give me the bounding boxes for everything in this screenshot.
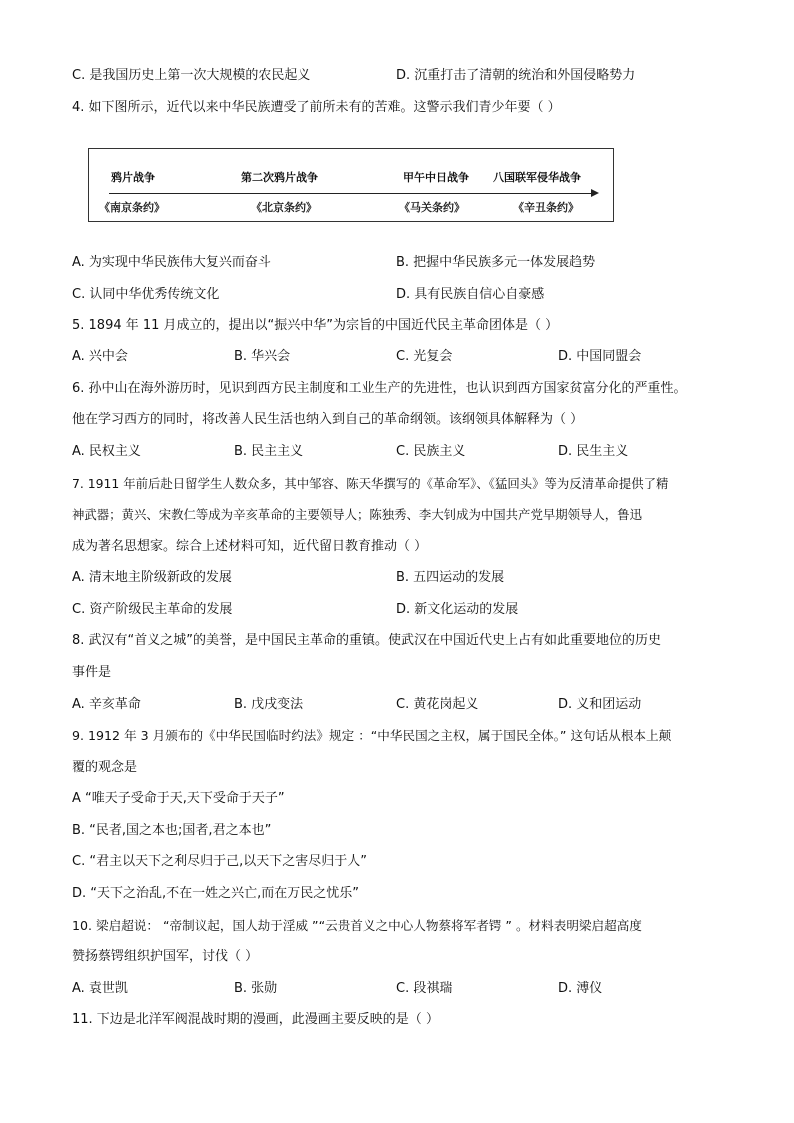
timeline-event: 甲午中日战争	[403, 171, 469, 184]
q7-option-c: C. 资产阶级民主革命的发展	[72, 602, 233, 617]
q8-stem-line-1: 8. 武汉有“首义之城”的美誉，是中国民主革命的重镇。使武汉在中国近代史上占有如此重要地位的历史	[72, 633, 662, 648]
timeline-treaty: 《北京条约》	[251, 201, 317, 214]
q6-stem-line-2: 他在学习西方的同时，将改善人民生活也纳入到自己的革命纲领。该纲领具体解释为（ ）	[72, 412, 584, 427]
q9-stem-line-2: 覆的观念是	[72, 760, 138, 775]
timeline-treaty: 《马关条约》	[399, 201, 465, 214]
q8-option-c: C. 黄花岗起义	[396, 697, 479, 712]
timeline-event: 第二次鸦片战争	[241, 171, 318, 184]
q7-stem-line-1: 7. 1911 年前后赴日留学生人数众多，其中邹容、陈天华撰写的《革命军》、《猛回头》等为反清革命提供了精	[72, 476, 669, 491]
q8-option-a: A. 辛亥革命	[72, 697, 141, 712]
q8-stem-line-2: 事件是	[72, 665, 112, 680]
q4-timeline	[88, 148, 614, 222]
q11-stem: 11. 下边是北洋军阀混战时期的漫画，此漫画主要反映的是（ ）	[72, 1012, 439, 1027]
q10-stem-line-1: 10. 梁启超说： “帝制议起，国人劫于淫威 ”“云贵首义之中心人物蔡将军者锷 ” 。材料表明梁启超高度	[72, 918, 642, 933]
q7-option-d: D. 新文化运动的发展	[396, 602, 519, 617]
timeline-treaty: 《南京条约》	[99, 201, 165, 214]
q4-option-c: C. 认同中华优秀传统文化	[72, 287, 220, 302]
q6-option-d: D. 民生主义	[558, 444, 629, 459]
q4-option-a: A. 为实现中华民族伟大复兴而奋斗	[72, 255, 271, 270]
q5-option-a: A. 兴中会	[72, 349, 128, 364]
q5-option-d: D. 中国同盟会	[558, 349, 642, 364]
q4-stem: 4. 如下图所示，近代以来中华民族遭受了前所未有的苦难。这警示我们青少年要（ ）	[72, 100, 561, 115]
q9-option-c: C. “君主以天下之利尽归于己,以天下之害尽归于人”	[72, 854, 367, 869]
q10-option-b: B. 张勋	[234, 981, 278, 996]
q7-stem-line-3: 成为著名思想家。综合上述材料可知，近代留日教育推动（ ）	[72, 539, 428, 554]
q8-option-d: D. 义和团运动	[558, 697, 642, 712]
q9-option-a: A “唯天子受命于天,天下受命于天子”	[72, 791, 285, 806]
timeline-event: 八国联军侵华战争	[493, 171, 581, 184]
q7-option-b: B. 五四运动的发展	[396, 570, 505, 585]
q8-option-b: B. 戊戌变法	[234, 697, 304, 712]
q3-option-c: C. 是我国历史上第一次大规模的农民起义	[72, 68, 311, 83]
q9-option-d: D. “天下之治乱,不在一姓之兴亡,而在万民之忧乐”	[72, 886, 360, 901]
q5-stem: 5. 1894 年 11 月成立的，提出以“振兴中华”为宗旨的中国近代民主革命团体是（ ）	[72, 318, 559, 333]
timeline-event: 鸦片战争	[111, 171, 155, 184]
q4-option-d: D. 具有民族自信心自豪感	[396, 287, 545, 302]
q7-option-a: A. 清末地主阶级新政的发展	[72, 570, 232, 585]
q10-option-c: C. 段祺瑞	[396, 981, 453, 996]
q10-option-d: D. 溥仪	[558, 981, 603, 996]
q9-stem-line-1: 9. 1912 年 3 月颁布的《中华民国临时约法》规定 ：“中华民国之主权，属于国民全体。” 这句话从根本上颠	[72, 728, 672, 743]
timeline-arrow-icon	[591, 189, 599, 197]
q6-option-b: B. 民主主义	[234, 444, 304, 459]
q10-stem-line-2: 赞扬蔡锷组织护国军，讨伐（ ）	[72, 949, 259, 964]
q5-option-b: B. 华兴会	[234, 349, 291, 364]
q5-option-c: C. 光复会	[396, 349, 453, 364]
q9-option-b: B. “民者,国之本也;国者,君之本也”	[72, 823, 272, 838]
q6-option-a: A. 民权主义	[72, 444, 141, 459]
q4-option-b: B. 把握中华民族多元一体发展趋势	[396, 255, 596, 270]
q10-option-a: A. 袁世凯	[72, 981, 128, 996]
q7-stem-line-2: 神武器；黄兴、宋教仁等成为辛亥革命的主要领导人；陈独秀、李大钊成为中国共产党早期领导人，鲁迅	[72, 507, 642, 522]
q6-stem-line-1: 6. 孙中山在海外游历时，见识到西方民主制度和工业生产的先进性，也认识到西方国家贫富分化的严重性。	[72, 381, 687, 396]
timeline-axis	[109, 193, 593, 194]
timeline-treaty: 《辛丑条约》	[513, 201, 579, 214]
q6-option-c: C. 民族主义	[396, 444, 466, 459]
q3-option-d: D. 沉重打击了清朝的统治和外国侵略势力	[396, 68, 636, 83]
